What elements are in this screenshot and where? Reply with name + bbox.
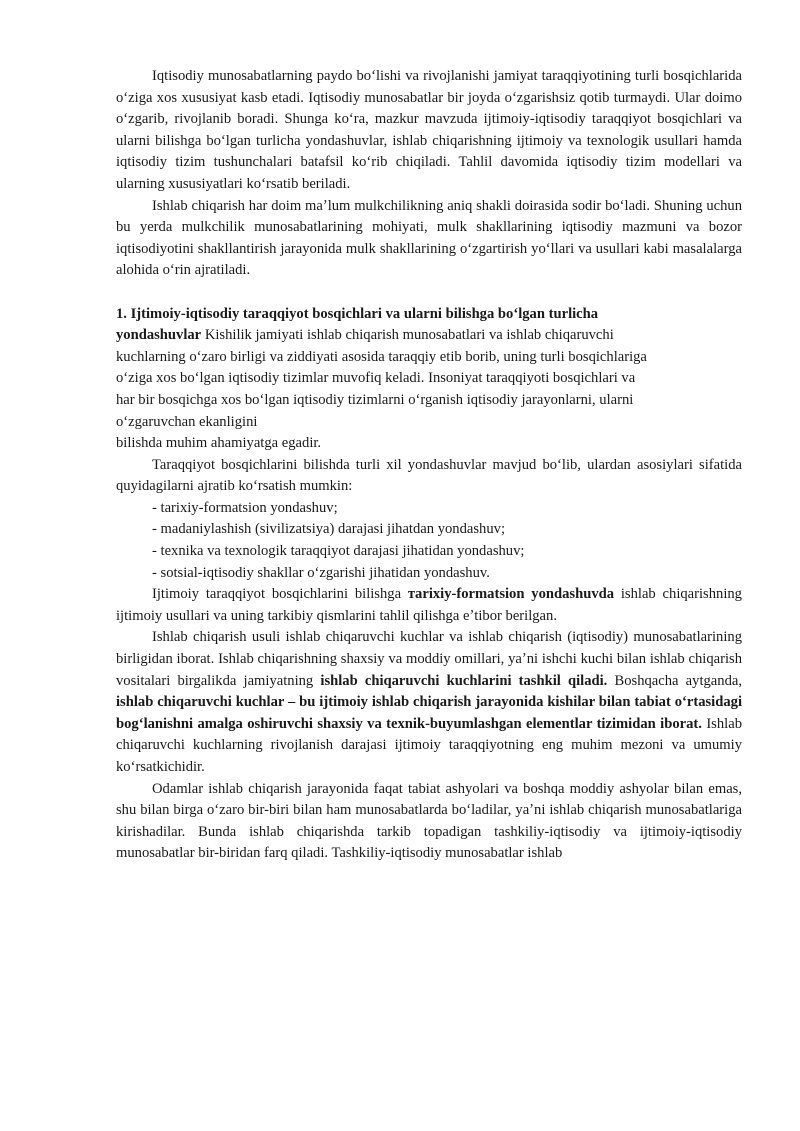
bold-definition: ishlab chiqaruvchi kuchlar – bu ijtimoiy ishlab chiqarish jarayonida kishilar bilan tabiat oʻrtasidagi bogʻlanishni amalga oshiruvchi shaxsiy va texnik-buyumlashgan elementlar tizimidan iborat. — [116, 694, 742, 732]
ownership-paragraph: Ishlab chiqarish har doim maʼlum mulkchilikning aniq shakli doirasida sodir boʻladi. Shuning uchun bu yerda mulkchilik munosabatlarining mohiyati, mulk shakllarining iqtisodiy mazmuni va bozor iqtisodiyotini shakllantirish jarayonida mulk shakllarining oʻzgartirish yoʻllari va usullari kabi masalalarga alohida oʻrin ajratiladi. — [116, 197, 742, 279]
paragraph-text: Ishlab chiqarish usuli ishlab chiqaruvchi kuchlar va ishlab chiqarish (iqtisodiy) munosabatlarining birligidan iborat. Ishlab chiqarishning shaxsiy va moddiy omillari, yaʼni ishchi kuchi bilan ishlab chiqarish vositalari birgalikda jamiyatning — [116, 629, 742, 689]
approaches-list — [152, 498, 742, 584]
bold-term: ishlab chiqaruvchi kuchlarini tashkil qiladi. — [320, 672, 608, 689]
section-text-line-7: bilishda muhim ahamiyatga egadir. — [116, 435, 322, 452]
section-title-line-1: 1. Ijtimoiy-iqtisodiy taraqqiyot bosqichlari va ularni bilishga boʻlgan turlicha — [116, 305, 599, 322]
paragraph-text: Ijtimoiy taraqqiyot bosqichlarini bilishga — [152, 586, 408, 603]
bold-term: тarixiy-formatsion yondashuvda — [407, 586, 615, 603]
paragraph-text: Boshqacha aytganda, — [607, 672, 742, 689]
production-mode-paragraph — [116, 627, 742, 778]
section-heading-block — [116, 304, 742, 455]
section-text-line-6: oʻzgaruvchan ekanligini — [116, 413, 258, 430]
section-text-line-5: har bir bosqichga xos boʻlgan iqtisodiy tizimlarni oʻrganish iqtisodiy jarayonlarni, ularni — [116, 391, 634, 408]
document-page — [116, 66, 742, 865]
paragraph-text: ishlab chiqarishning ijtimoiy usullari va uning tarkibiy qismlarini tahlil qilishga eʼtibor berilgan. — [116, 586, 742, 624]
intro-paragraph: Iqtisodiy munosabatlarning paydo boʻlishi va rivojlanishi jamiyat taraqqiyotining turli bosqichlarida oʻziga xos xususiyat kasb etadi. Iqtisodiy munosabatlar bir joyda oʻzgarishsiz qotib turmaydi. Ular doimo oʻzgarib, rivojlanib boradi. Shunga koʻra, mazkur mavzuda ijtimoiy-iqtisodiy taraqqiyot bosqichlari va ularni bilishga boʻlgan turlicha yondashuvlar, ishlab chiqarishning ijtimoiy va texnologik usullari hamda iqtisodiy tizim tushunchalari batafsil koʻrib chiqiladi. Tahlil davomida iqtisodiy tizim modellari va ularning xususiyatlari koʻrsatib beriladi. — [116, 68, 742, 192]
formation-paragraph — [116, 584, 742, 627]
section-text-line-3: kuchlarning oʻzaro birligi va ziddiyati asosida taraqqiy etib borib, uning turli bosqichlariga — [116, 348, 647, 365]
list-item: - madaniylashish (sivilizatsiya) darajasi jihatdan yondashuv; — [152, 521, 506, 538]
section-title-line-2: yondashuvlar — [116, 327, 202, 344]
paragraph-text: Ishlab chiqaruvchi kuchlarning rivojlanish darajasi ijtimoiy taraqqiyotning eng muhim mezoni va umumiy koʻrsatkichidir. — [116, 715, 742, 775]
relations-paragraph: Odamlar ishlab chiqarish jarayonida faqat tabiat ashyolari va boshqa moddiy ashyolar bilan emas, shu bilan birga oʻzaro bir-biri bilan ham munosabatlarda boʻladilar, yaʼni ishlab chiqarish munosabatlariga kirishadilar. Bunda ishlab chiqarishda tarkib topadigan tashkiliy-iqtisodiy va ijtimoiy-iqtisodiy munosabatlar bir-biridan farq qiladi. Tashkiliy-iqtisodiy munosabatlar ishlab — [116, 780, 742, 862]
approaches-paragraph: Taraqqiyot bosqichlarini bilishda turli xil yondashuvlar mavjud boʻlib, ulardan asosiylari sifatida quyidagilarni ajratib koʻrsatish mumkin: — [116, 456, 742, 495]
section-text-line-2: Kishilik jamiyati ishlab chiqarish munosabatlari va ishlab chiqaruvchi — [201, 327, 614, 344]
list-item: - tarixiy-formatsion yondashuv; — [152, 499, 338, 516]
list-item: - texnika va texnologik taraqqiyot darajasi jihatidan yondashuv; — [152, 543, 525, 560]
list-item: - sotsial-iqtisodiy shakllar oʻzgarishi jihatidan yondashuv. — [152, 564, 490, 581]
section-text-line-4: oʻziga xos boʻlgan iqtisodiy tizimlar muvofiq keladi. Insoniyat taraqqiyoti bosqichlari va — [116, 370, 636, 387]
